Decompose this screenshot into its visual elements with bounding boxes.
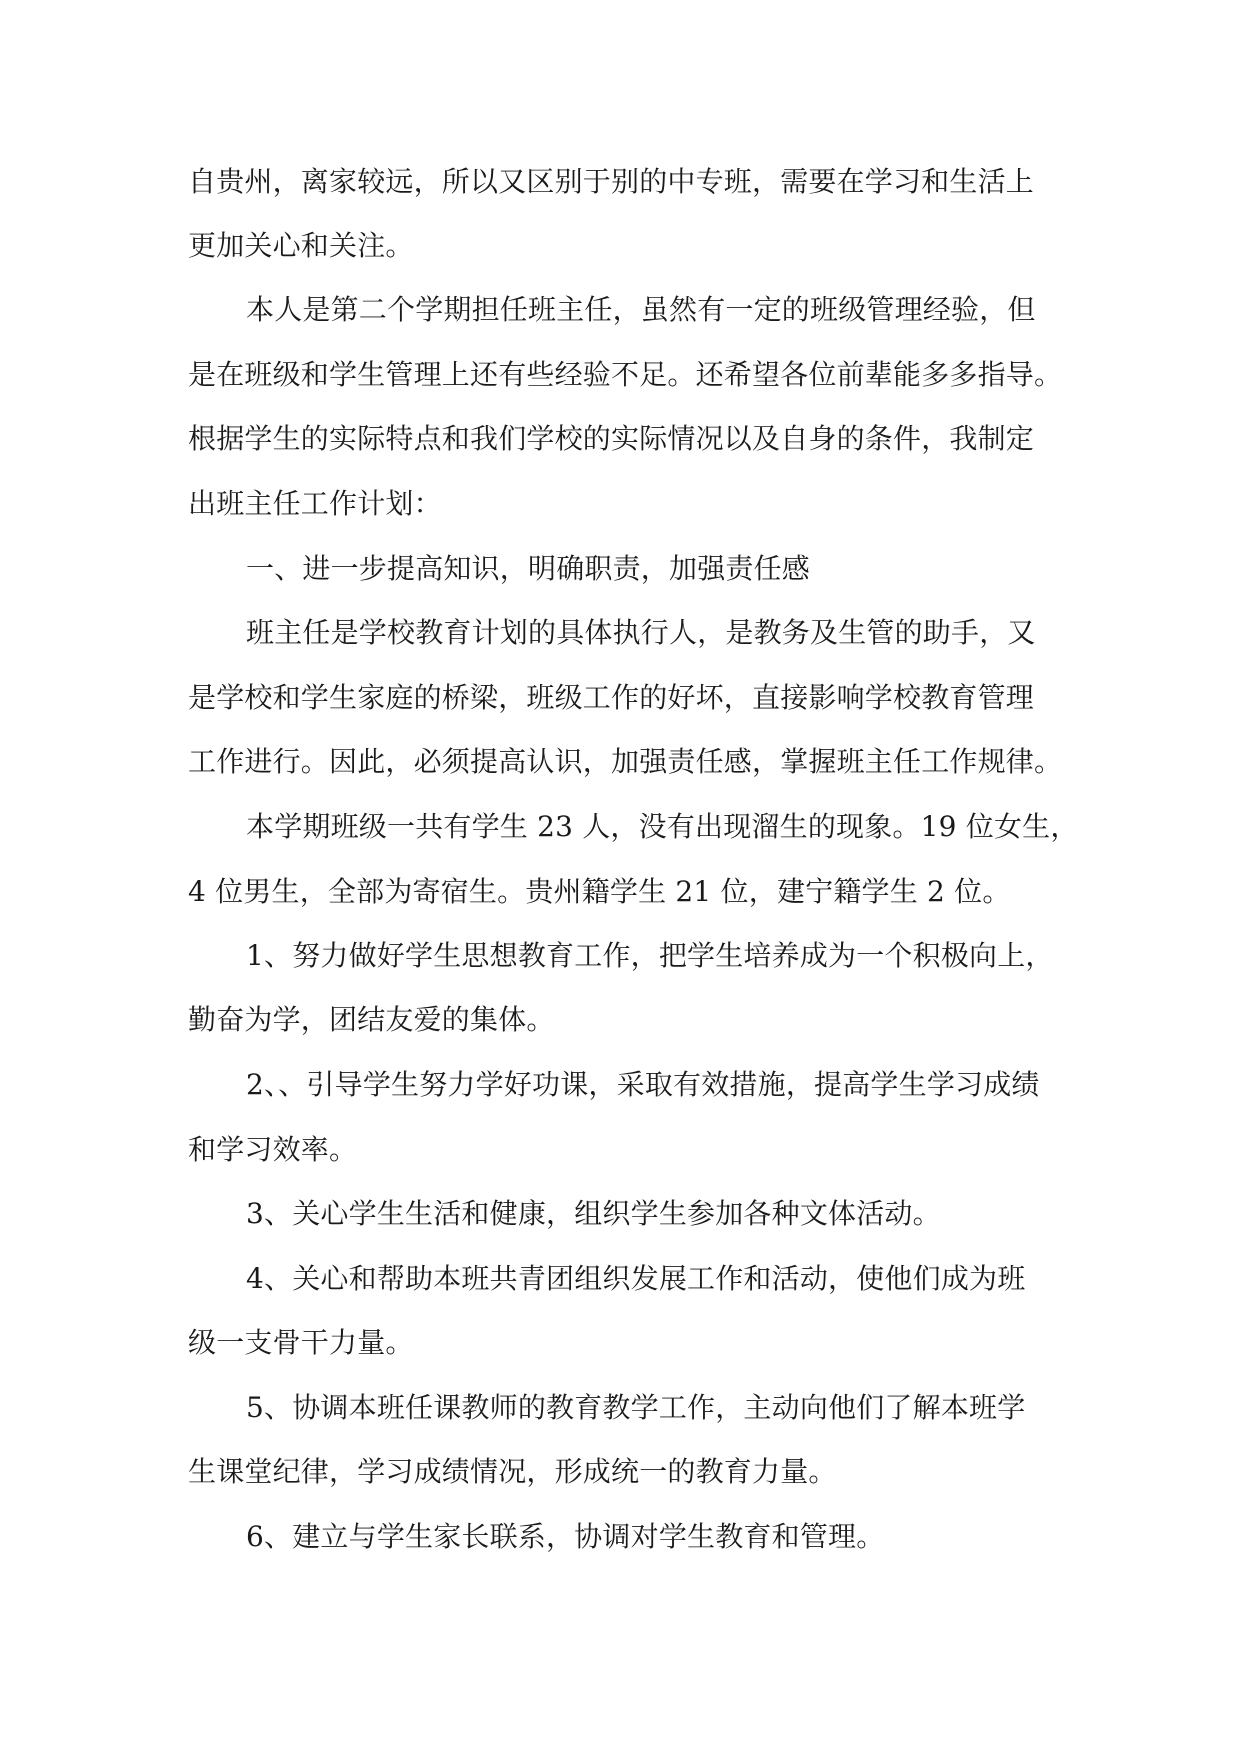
section-heading: 一、进一步提高知识，明确职责，加强责任感 <box>246 552 811 585</box>
text-line: 本学期班级一共有学生 23 人，没有出现溜生的现象。19 位女生， <box>246 810 1079 843</box>
list-item: 6、建立与学生家长联系，协调对学生教育和管理。 <box>246 1520 885 1553</box>
text-line: 生课堂纪律，学习成绩情况，形成统一的教育力量。 <box>188 1455 837 1488</box>
text-line: 本人是第二个学期担任班主任，虽然有一定的班级管理经验，但 <box>246 293 1036 326</box>
list-item: 5、协调本班任课教师的教育教学工作，主动向他们了解本班学 <box>246 1391 1026 1424</box>
text-line: 是在班级和学生管理上还有些经验不足。还希望各位前辈能多多指导。 <box>188 358 1063 391</box>
text-line: 根据学生的实际特点和我们学校的实际情况以及自身的条件，我制定 <box>188 422 1035 455</box>
text-line: 级一支骨干力量。 <box>188 1326 414 1359</box>
text-line: 是学校和学生家庭的桥梁，班级工作的好坏，直接影响学校教育管理 <box>188 681 1035 714</box>
text-line: 班主任是学校教育计划的具体执行人，是教务及生管的助手，又 <box>246 616 1036 649</box>
list-item: 4、关心和帮助本班共青团组织发展工作和活动，使他们成为班 <box>246 1262 1026 1295</box>
text-line: 自贵州，离家较远，所以又区别于别的中专班，需要在学习和生活上 <box>188 165 1035 198</box>
text-line: 4 位男生，全部为寄宿生。贵州籍学生 21 位，建宁籍学生 2 位。 <box>188 875 1011 908</box>
list-item: 3、关心学生生活和健康，组织学生参加各种文体活动。 <box>246 1197 941 1230</box>
list-item: 2、、引导学生努力学好功课，采取有效措施，提高学生学习成绩 <box>246 1068 1040 1101</box>
text-line: 出班主任工作计划： <box>188 487 442 520</box>
text-line: 和学习效率。 <box>188 1133 358 1166</box>
text-line: 工作进行。因此，必须提高认识，加强责任感，掌握班主任工作规律。 <box>188 745 1063 778</box>
text-line: 勤奋为学，团结友爱的集体。 <box>188 1003 555 1036</box>
text-line: 更加关心和关注。 <box>188 229 414 262</box>
list-item: 1、努力做好学生思想教育工作，把学生培养成为一个积极向上， <box>246 939 1054 972</box>
